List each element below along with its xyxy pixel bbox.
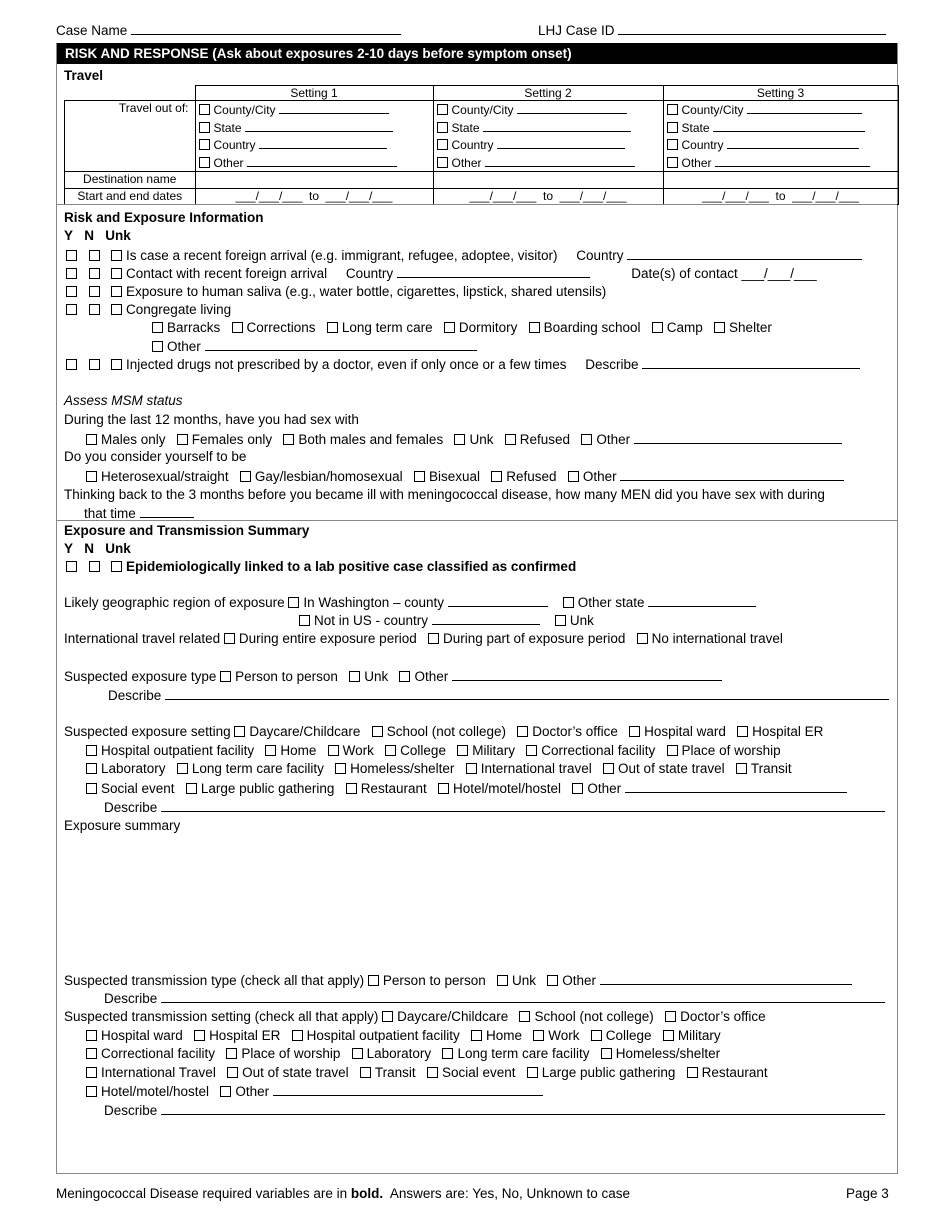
n-checkbox[interactable] xyxy=(89,304,100,315)
checkbox[interactable] xyxy=(667,745,678,756)
exposure-summary-area[interactable] xyxy=(64,836,890,966)
setting-2-other[interactable]: Other xyxy=(437,154,660,172)
y-checkbox[interactable] xyxy=(66,561,77,572)
y-checkbox[interactable] xyxy=(66,250,77,261)
other-input[interactable] xyxy=(625,780,847,793)
exposure-summary-label: Exposure summary xyxy=(64,818,181,833)
checkbox[interactable] xyxy=(547,975,558,986)
trans-setting-row-4: International Travel Out of state travel Transit Social event Large public gathering Restaurant xyxy=(86,1065,768,1080)
checkbox[interactable] xyxy=(687,1067,698,1078)
setting-2-destination[interactable] xyxy=(433,172,663,189)
setting-3-other[interactable]: Other xyxy=(667,154,895,172)
unk-checkbox[interactable] xyxy=(111,359,122,370)
setting-1-places xyxy=(195,101,433,172)
checkbox[interactable] xyxy=(199,139,210,150)
checkbox[interactable] xyxy=(519,1011,530,1022)
checkbox[interactable] xyxy=(292,1030,303,1041)
checkbox[interactable] xyxy=(652,322,663,333)
checkbox[interactable] xyxy=(86,745,97,756)
n-checkbox[interactable] xyxy=(89,268,100,279)
checkbox[interactable] xyxy=(428,633,439,644)
checkbox[interactable] xyxy=(471,1030,482,1041)
checkbox[interactable] xyxy=(199,104,210,115)
checkbox[interactable] xyxy=(232,322,243,333)
setting-3-destination[interactable] xyxy=(663,172,898,189)
risk-ynu-header: Y N Unk xyxy=(64,228,131,243)
checkbox[interactable] xyxy=(663,1030,674,1041)
checkbox[interactable] xyxy=(437,157,448,168)
divider xyxy=(57,520,897,521)
travel-out-of-label: Travel out of: xyxy=(65,101,196,172)
setting-2-places xyxy=(433,101,663,172)
checkbox[interactable] xyxy=(234,726,245,737)
epi-link-row: Epidemiologically linked to a lab positive case classified as confirmed xyxy=(66,559,576,574)
checkbox[interactable] xyxy=(368,975,379,986)
checkbox[interactable] xyxy=(454,434,465,445)
risk-q4-row: Congregate living xyxy=(66,302,231,317)
other-input[interactable] xyxy=(205,338,477,351)
checkbox[interactable] xyxy=(563,597,574,608)
checkbox[interactable] xyxy=(667,104,678,115)
checkbox[interactable] xyxy=(414,471,425,482)
travel-heading: Travel xyxy=(64,68,104,83)
checkbox[interactable] xyxy=(736,763,747,774)
congregate-other: Other xyxy=(152,338,477,354)
checkbox[interactable] xyxy=(194,1030,205,1041)
checkbox[interactable] xyxy=(427,1067,438,1078)
divider xyxy=(57,204,897,205)
checkbox[interactable] xyxy=(220,671,231,682)
checkbox[interactable] xyxy=(714,322,725,333)
lhj-case-id-label: LHJ Case ID xyxy=(538,23,615,38)
checkbox[interactable] xyxy=(177,434,188,445)
destination-label: Destination name xyxy=(65,172,196,189)
checkbox[interactable] xyxy=(328,745,339,756)
checkbox[interactable] xyxy=(581,434,592,445)
y-checkbox[interactable] xyxy=(66,268,77,279)
y-checkbox[interactable] xyxy=(66,286,77,297)
travel-table-corner xyxy=(65,86,196,101)
checkbox[interactable] xyxy=(346,783,357,794)
msm-q3-line1: Thinking back to the 3 months before you became ill with meningococcal disease, how many MEN did you have sex with during xyxy=(64,487,825,502)
describe-input[interactable] xyxy=(161,990,885,1003)
case-name-label: Case Name xyxy=(56,23,128,38)
unk-checkbox[interactable] xyxy=(111,286,122,297)
other-input[interactable] xyxy=(620,468,844,481)
describe-input[interactable] xyxy=(642,356,860,369)
checkbox[interactable] xyxy=(240,471,251,482)
setting-2-country[interactable]: Country xyxy=(437,136,660,154)
checkbox[interactable] xyxy=(667,157,678,168)
checkbox[interactable] xyxy=(527,1067,538,1078)
risk-q2-row: Contact with recent foreign arrival Country Date(s) of contact ___/___/___ xyxy=(66,265,817,281)
checkbox[interactable] xyxy=(438,783,449,794)
exp-type-describe: Describe xyxy=(108,687,889,703)
exp-setting-row-4: Social event Large public gathering Restaurant Hotel/motel/hostel Other xyxy=(86,780,847,796)
other-input[interactable] xyxy=(600,972,852,985)
other-input[interactable] xyxy=(273,1083,543,1096)
describe-input[interactable] xyxy=(165,687,889,700)
checkbox[interactable] xyxy=(437,139,448,150)
setting-3-county[interactable]: County/City xyxy=(667,101,895,119)
county-input[interactable] xyxy=(448,594,548,607)
footer-note: Meningococcal Disease required variables are in bold. Answers are: Yes, No, Unknown to case xyxy=(56,1186,631,1201)
trans-setting-row-5: Hotel/motel/hostel Other xyxy=(86,1083,543,1099)
checkbox[interactable] xyxy=(360,1067,371,1078)
lhj-case-id-input[interactable] xyxy=(618,22,886,35)
checkbox[interactable] xyxy=(466,763,477,774)
checkbox[interactable] xyxy=(437,104,448,115)
section-title-bar: RISK AND RESPONSE (Ask about exposures 2-10 days before symptom onset) xyxy=(57,43,897,64)
setting-1-dates[interactable]: ___/___/___ to ___/___/___ xyxy=(195,188,433,205)
checkbox[interactable] xyxy=(335,763,346,774)
case-name-field[interactable] xyxy=(56,22,401,38)
checkbox[interactable] xyxy=(349,671,360,682)
setting-1-other[interactable]: Other xyxy=(199,154,430,172)
setting-3-dates[interactable]: ___/___/___ to ___/___/___ xyxy=(663,188,898,205)
n-checkbox[interactable] xyxy=(89,250,100,261)
checkbox[interactable] xyxy=(86,1030,97,1041)
trans-setting-row-2: Hospital ward Hospital ER Hospital outpatient facility Home Work College Military xyxy=(86,1028,721,1043)
country-input[interactable] xyxy=(432,612,540,625)
checkbox[interactable] xyxy=(603,763,614,774)
checkbox[interactable] xyxy=(177,763,188,774)
checkbox[interactable] xyxy=(265,745,276,756)
checkbox[interactable] xyxy=(385,745,396,756)
checkbox[interactable] xyxy=(572,783,583,794)
checkbox[interactable] xyxy=(517,726,528,737)
unk-checkbox[interactable] xyxy=(111,304,122,315)
msm-q2-options: Heterosexual/straight Gay/lesbian/homosexual Bisexual Refused Other xyxy=(86,468,844,484)
n-checkbox[interactable] xyxy=(89,561,100,572)
checkbox[interactable] xyxy=(186,783,197,794)
checkbox[interactable] xyxy=(667,139,678,150)
setting-3-state[interactable]: State xyxy=(667,119,895,137)
dates-label: Start and end dates xyxy=(65,188,196,205)
checkbox[interactable] xyxy=(199,122,210,133)
exp-type-row: Suspected exposure type Person to person Unk Other xyxy=(64,668,722,684)
checkbox[interactable] xyxy=(86,1048,97,1059)
checkbox[interactable] xyxy=(152,341,163,352)
setting-2-county[interactable]: County/City xyxy=(437,101,660,119)
setting-3-country[interactable]: Country xyxy=(667,136,895,154)
congregate-options: Barracks Corrections Long term care Dormitory Boarding school Camp Shelter xyxy=(152,320,772,335)
describe-input[interactable] xyxy=(161,799,885,812)
checkbox[interactable] xyxy=(86,763,97,774)
other-input[interactable] xyxy=(452,668,722,681)
msm-q1: During the last 12 months, have you had sex with xyxy=(64,412,359,427)
exp-setting-row-2: Hospital outpatient facility Home Work College Military Correctional facility Place of worship xyxy=(86,743,781,758)
exp-setting-describe: Describe xyxy=(104,799,885,815)
case-name-input[interactable] xyxy=(131,22,401,35)
checkbox[interactable] xyxy=(442,1048,453,1059)
setting-3-header: Setting 3 xyxy=(663,86,898,101)
checkbox[interactable] xyxy=(327,322,338,333)
checkbox[interactable] xyxy=(220,1086,231,1097)
msm-q2: Do you consider yourself to be xyxy=(64,449,247,464)
checkbox[interactable] xyxy=(86,1067,97,1078)
checkbox[interactable] xyxy=(497,975,508,986)
risk-heading: Risk and Exposure Information xyxy=(64,210,264,225)
checkbox[interactable] xyxy=(226,1048,237,1059)
summary-heading: Exposure and Transmission Summary xyxy=(64,523,310,538)
n-checkbox[interactable] xyxy=(89,359,100,370)
checkbox[interactable] xyxy=(372,726,383,737)
exp-setting-row-1: Suspected exposure setting Daycare/Childcare School (not college) Doctor’s office Hospital ward Hospital ER xyxy=(64,724,824,739)
trans-setting-row-1: Suspected transmission setting (check all that apply) Daycare/Childcare School (not college) Doctor’s office xyxy=(64,1009,766,1024)
setting-3-places xyxy=(663,101,898,172)
checkbox[interactable] xyxy=(555,615,566,626)
checkbox[interactable] xyxy=(637,633,648,644)
region-row-2: Not in US - country Unk xyxy=(299,612,594,628)
checkbox[interactable] xyxy=(665,1011,676,1022)
lhj-case-id-field[interactable] xyxy=(538,22,886,38)
msm-heading: Assess MSM status xyxy=(64,393,183,408)
region-row-1: Likely geographic region of exposure In Washington – county Other state xyxy=(64,594,756,610)
unk-checkbox[interactable] xyxy=(111,561,122,572)
setting-2-dates[interactable]: ___/___/___ to ___/___/___ xyxy=(433,188,663,205)
setting-1-header: Setting 1 xyxy=(195,86,433,101)
page-number: Page 3 xyxy=(846,1186,889,1201)
checkbox[interactable] xyxy=(283,434,294,445)
trans-type-describe: Describe xyxy=(104,990,885,1006)
checkbox[interactable] xyxy=(601,1048,612,1059)
checkbox[interactable] xyxy=(629,726,640,737)
risk-q5-row: Injected drugs not prescribed by a doctor, even if only once or a few times Describe xyxy=(66,356,860,372)
country-input[interactable] xyxy=(627,247,862,260)
count-input[interactable] xyxy=(140,505,194,518)
checkbox[interactable] xyxy=(529,322,540,333)
risk-q3-row: Exposure to human saliva (e.g., water bottle, cigarettes, lipstick, shared utensils) xyxy=(66,284,606,299)
intl-travel-row: International travel related During entire exposure period During part of exposure period No international travel xyxy=(64,631,783,646)
checkbox[interactable] xyxy=(199,157,210,168)
state-input[interactable] xyxy=(648,594,756,607)
summary-ynu-header: Y N Unk xyxy=(64,541,131,556)
setting-2-state[interactable]: State xyxy=(437,119,660,137)
checkbox[interactable] xyxy=(737,726,748,737)
unk-checkbox[interactable] xyxy=(111,250,122,261)
checkbox[interactable] xyxy=(288,597,299,608)
checkbox[interactable] xyxy=(533,1030,544,1041)
checkbox[interactable] xyxy=(86,471,97,482)
checkbox[interactable] xyxy=(457,745,468,756)
checkbox[interactable] xyxy=(352,1048,363,1059)
unk-checkbox[interactable] xyxy=(111,268,122,279)
trans-setting-row-3: Correctional facility Place of worship Laboratory Long term care facility Homeless/shelter xyxy=(86,1046,720,1061)
setting-2-header: Setting 2 xyxy=(433,86,663,101)
exp-setting-row-3: Laboratory Long term care facility Homeless/shelter International travel Out of state travel Transit xyxy=(86,761,792,776)
n-checkbox[interactable] xyxy=(89,286,100,297)
y-checkbox[interactable] xyxy=(66,359,77,370)
setting-1-destination[interactable] xyxy=(195,172,433,189)
setting-1-state[interactable]: State xyxy=(199,119,430,137)
checkbox[interactable] xyxy=(299,615,310,626)
checkbox[interactable] xyxy=(152,322,163,333)
trans-type-row: Suspected transmission type (check all that apply) Person to person Unk Other xyxy=(64,972,852,988)
checkbox[interactable] xyxy=(86,1086,97,1097)
risk-q1-row: Is case a recent foreign arrival (e.g. immigrant, refugee, adoptee, visitor) Country xyxy=(66,247,862,263)
checkbox[interactable] xyxy=(224,633,235,644)
checkbox[interactable] xyxy=(86,783,97,794)
other-input[interactable] xyxy=(634,431,842,444)
checkbox[interactable] xyxy=(505,434,516,445)
checkbox[interactable] xyxy=(444,322,455,333)
checkbox[interactable] xyxy=(568,471,579,482)
checkbox[interactable] xyxy=(437,122,448,133)
checkbox[interactable] xyxy=(382,1011,393,1022)
setting-1-country[interactable]: Country xyxy=(199,136,430,154)
checkbox[interactable] xyxy=(491,471,502,482)
trans-setting-describe: Describe xyxy=(104,1102,885,1118)
msm-q3-line2: that time xyxy=(84,505,194,521)
y-checkbox[interactable] xyxy=(66,304,77,315)
checkbox[interactable] xyxy=(86,434,97,445)
checkbox[interactable] xyxy=(227,1067,238,1078)
checkbox[interactable] xyxy=(526,745,537,756)
travel-table xyxy=(64,85,899,205)
checkbox[interactable] xyxy=(399,671,410,682)
describe-input[interactable] xyxy=(161,1102,885,1115)
checkbox[interactable] xyxy=(591,1030,602,1041)
country-input[interactable] xyxy=(397,265,590,278)
setting-1-county[interactable]: County/City xyxy=(199,101,430,119)
checkbox[interactable] xyxy=(667,122,678,133)
msm-q1-options: Males only Females only Both males and females Unk Refused Other xyxy=(86,431,842,447)
